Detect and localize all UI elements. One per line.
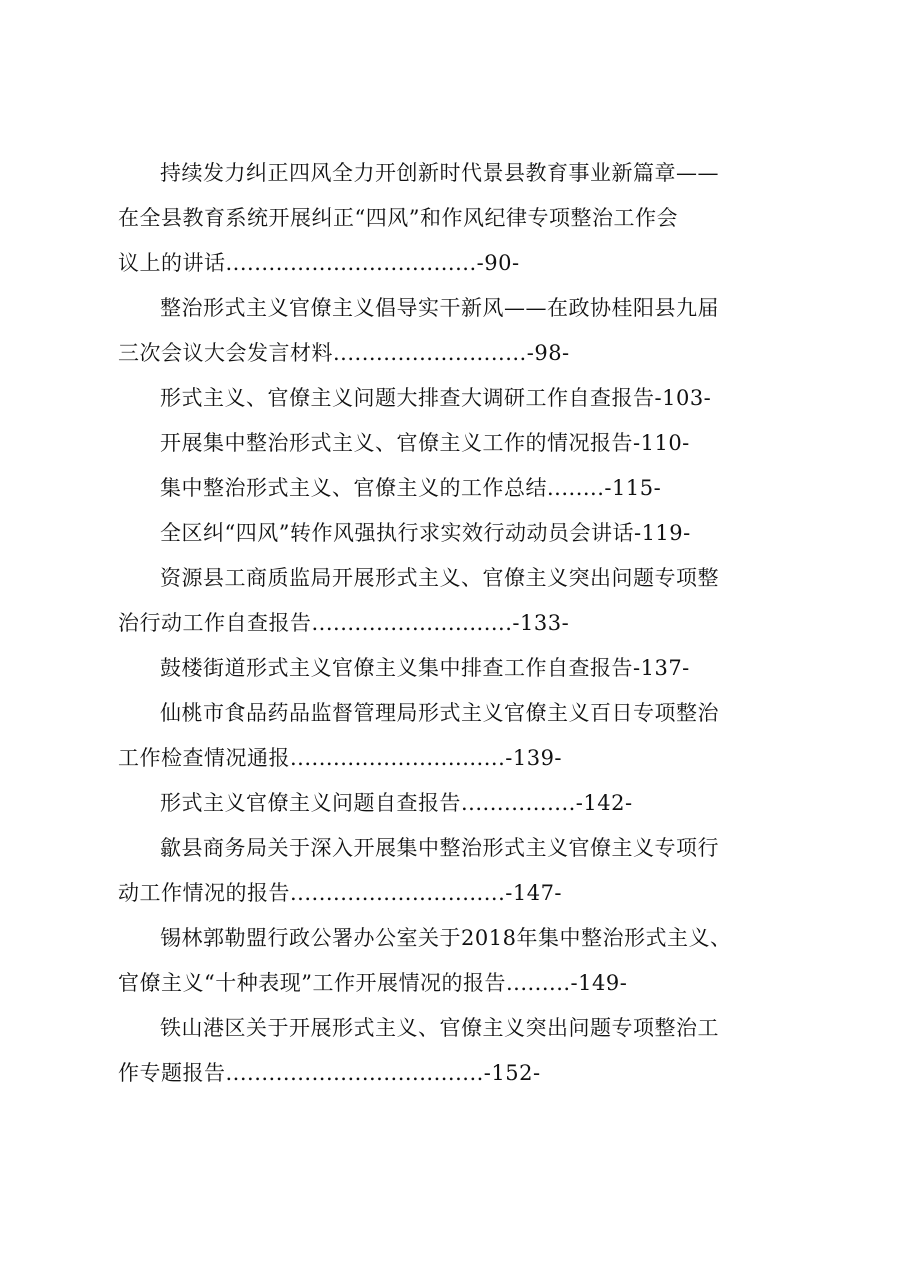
toc-entry-line: 铁山港区关于开展形式主义、官僚主义突出问题专项整治工	[160, 1016, 719, 1040]
toc-entry-line-with-page: 动工作情况的报告..............................-147-	[118, 881, 563, 905]
toc-entry-line: 锡林郭勒盟行政公署办公室关于2018年集中整治形式主义、	[160, 926, 732, 950]
toc-entry	[118, 151, 808, 286]
toc-entry	[118, 556, 808, 646]
toc-entry-line-with-page: 治行动工作自查报告............................-133-	[118, 611, 570, 635]
toc-entry-line-with-page: 集中整治形式主义、官僚主义的工作总结........-115-	[160, 476, 662, 500]
toc-entry	[118, 916, 808, 1006]
toc-entry	[118, 826, 808, 916]
toc-entry-line-with-page: 形式主义、官僚主义问题大排查大调研工作自查报告-103-	[160, 386, 712, 410]
toc-entry-line: 仙桃市食品药品监督管理局形式主义官僚主义百日专项整治	[160, 701, 719, 725]
toc-entry	[118, 466, 808, 511]
toc-entry	[118, 376, 808, 421]
toc-entry-line-with-page: 形式主义官僚主义问题自查报告................-142-	[160, 791, 633, 815]
toc-entry-line: 在全县教育系统开展纠正“四风”和作风纪律专项整治工作会	[118, 206, 678, 230]
table-of-contents	[118, 151, 808, 1096]
toc-entry-line-with-page: 全区纠“四风”转作风强执行求实效行动动员会讲话-119-	[160, 521, 691, 545]
toc-entry-line: 歙县商务局关于深入开展集中整治形式主义官僚主义专项行	[160, 836, 719, 860]
toc-entry	[118, 691, 808, 781]
toc-entry	[118, 511, 808, 556]
toc-entry-line: 持续发力纠正四风全力开创新时代景县教育事业新篇章——	[160, 161, 719, 185]
toc-entry	[118, 421, 808, 466]
toc-entry-line-with-page: 工作检查情况通报..............................-139-	[118, 746, 563, 770]
toc-entry	[118, 286, 808, 376]
toc-entry	[118, 1006, 808, 1096]
toc-entry-line-with-page: 开展集中整治形式主义、官僚主义工作的情况报告-110-	[160, 431, 690, 455]
toc-entry	[118, 646, 808, 691]
toc-entry	[118, 781, 808, 826]
toc-entry-line-with-page: 官僚主义“十种表现”工作开展情况的报告.........-149-	[118, 971, 628, 995]
toc-entry-line: 整治形式主义官僚主义倡导实干新风——在政协桂阳县九届	[160, 296, 719, 320]
toc-entry-line: 资源县工商质监局开展形式主义、官僚主义突出问题专项整	[160, 566, 719, 590]
toc-entry-line-with-page: 作专题报告....................................-152-	[118, 1061, 541, 1085]
toc-entry-line-with-page: 鼓楼街道形式主义官僚主义集中排查工作自查报告-137-	[160, 656, 690, 680]
toc-entry-line-with-page: 议上的讲话...................................-90-	[118, 251, 520, 275]
toc-entry-line-with-page: 三次会议大会发言材料...........................-98-	[118, 341, 570, 365]
